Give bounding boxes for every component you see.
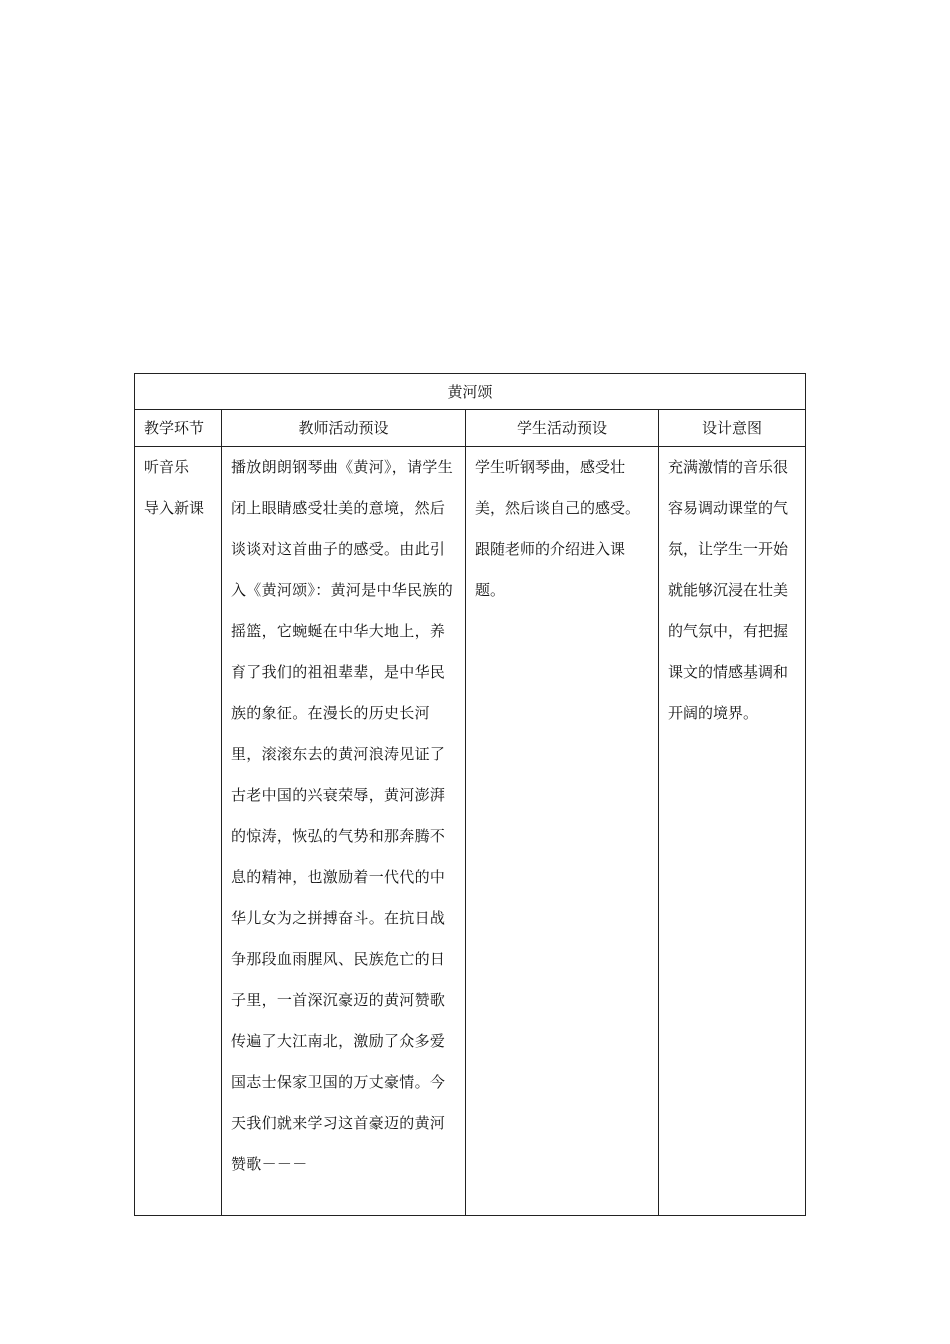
table-title-row bbox=[135, 374, 806, 410]
design-intent-text: 充满激情的音乐很容易调动课堂的气氛，让学生一开始就能够沉浸在壮美的气氛中，有把握课文的情感基调和开阔的境界。 bbox=[668, 458, 789, 722]
student-activity-cell bbox=[466, 447, 659, 1216]
header-design-intent: 设计意图 bbox=[659, 410, 806, 447]
design-intent-cell bbox=[659, 447, 806, 1216]
table-header-row bbox=[135, 410, 806, 447]
teacher-activity-cell bbox=[222, 447, 466, 1216]
teacher-activity-text: 播放朗朗钢琴曲《黄河》，请学生闭上眼睛感受壮美的意境，然后谈谈对这首曲子的感受。由此引入《黄河颂》：黄河是中华民族的摇篮，它蜿蜒在中华大地上，养育了我们的祖祖辈辈，是中华民族的象征。在漫长的历史长河里，滚滚东去的黄河浪涛见证了古老中国的兴衰荣辱，黄河澎湃的惊涛，恢弘的气势和那奔腾不息的精神，也激励着一代代的中华儿女为之拼搏奋斗。在抗日战争那段血雨腥风、民族危亡的日子里，一首深沉豪迈的黄河赞歌传遍了大江南北，激励了众多爱国志士保家卫国的万丈豪情。今天我们就来学习这首豪迈的黄河赞歌－－－ bbox=[231, 458, 454, 1173]
header-teacher-activity: 教师活动预设 bbox=[222, 410, 466, 447]
table-row bbox=[135, 447, 806, 1216]
header-student-activity: 学生活动预设 bbox=[466, 410, 659, 447]
lesson-plan-table bbox=[134, 373, 806, 1216]
stage-text: 听音乐 导入新课 bbox=[144, 458, 205, 517]
stage-cell bbox=[135, 447, 222, 1216]
header-stage: 教学环节 bbox=[135, 410, 222, 447]
table-title: 黄河颂 bbox=[135, 374, 806, 410]
student-activity-text: 学生听钢琴曲，感受壮美，然后谈自己的感受。 跟随老师的介绍进入课题。 bbox=[475, 458, 641, 599]
